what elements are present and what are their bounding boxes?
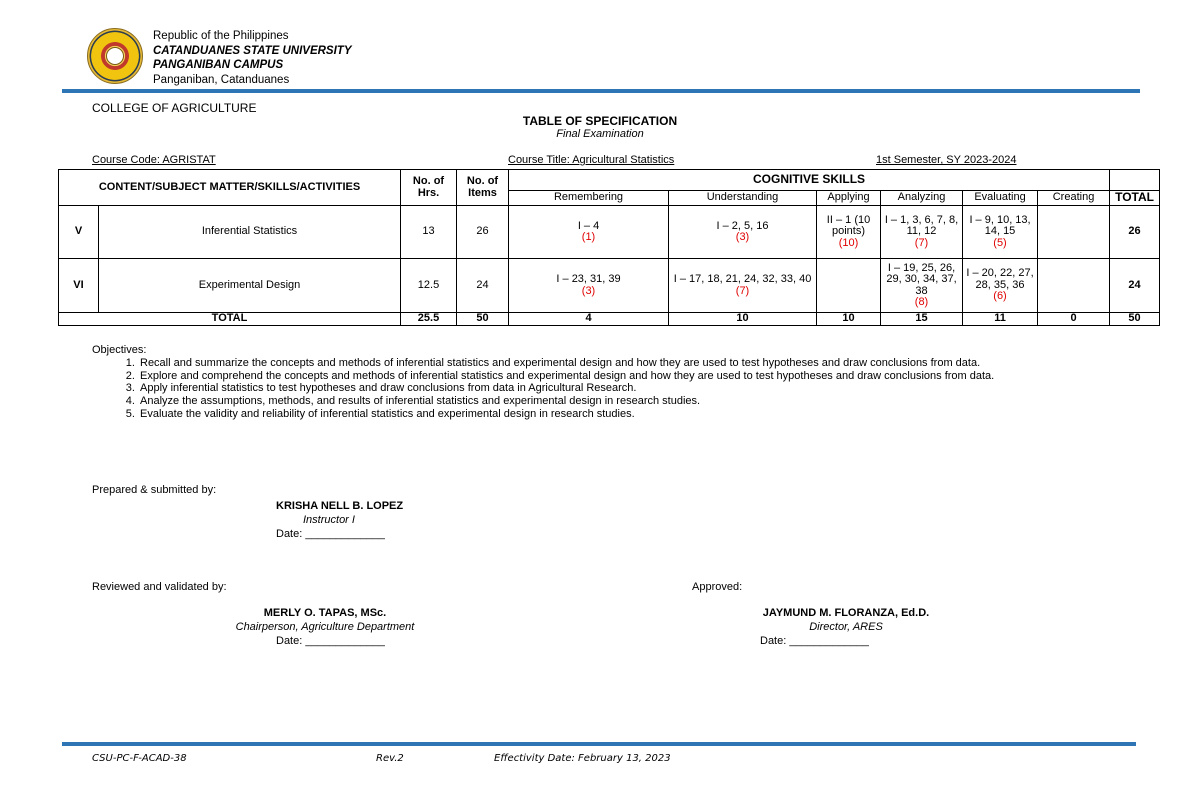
cell-evaluating xyxy=(963,206,1038,259)
item-list: I – 19, 25, 26, 29, 30, 34, 37, 38 xyxy=(886,261,957,297)
items-header: No. of Items xyxy=(457,170,509,206)
item-count: (10) xyxy=(838,236,859,249)
campus-name: PANGANIBAN CAMPUS xyxy=(153,59,284,71)
row-number: VI xyxy=(59,259,99,313)
university-name: CATANDUANES STATE UNIVERSITY xyxy=(153,44,352,57)
row-total: 26 xyxy=(1110,206,1160,259)
item-count: (7) xyxy=(914,236,929,249)
total-applying: 10 xyxy=(817,313,881,326)
objectives-list xyxy=(92,357,994,421)
approved-title: Director, ARES xyxy=(809,621,883,633)
item-list: I – 9, 10, 13, 14, 15 xyxy=(969,213,1031,238)
cell-remembering xyxy=(509,259,669,313)
total-remembering: 4 xyxy=(509,313,669,326)
semester: 1st Semester, SY 2023-2024 xyxy=(876,154,1017,166)
university-seal xyxy=(87,28,143,84)
cell-creating xyxy=(1038,259,1110,313)
total-understanding: 10 xyxy=(669,313,817,326)
prepared-title: Instructor I xyxy=(303,514,355,526)
cell-remembering xyxy=(509,206,669,259)
objective-item: 1. Recall and summarize the concepts and methods of inferential statistics and experimental design and how they are used to test hypotheses and draw conclusions from data. xyxy=(138,357,994,370)
item-count: (3) xyxy=(735,231,750,243)
effectivity-date: Effectivity Date: February 13, 2023 xyxy=(494,753,671,764)
row-hours: 13 xyxy=(401,206,457,259)
college-name: COLLEGE OF AGRICULTURE xyxy=(92,101,257,115)
content-header: CONTENT/SUBJECT MATTER/SKILLS/ACTIVITIES xyxy=(59,170,401,206)
row-topic: Inferential Statistics xyxy=(99,206,401,259)
row-hours: 12.5 xyxy=(401,259,457,313)
approved-name: JAYMUND M. FLORANZA, Ed.D. xyxy=(762,607,930,619)
table-header-row xyxy=(59,170,1160,191)
reviewed-name: MERLY O. TAPAS, MSc. xyxy=(263,607,387,619)
seal-center xyxy=(106,47,124,65)
skill-analyzing: Analyzing xyxy=(881,191,963,206)
republic-text: Republic of the Philippines xyxy=(153,30,289,42)
item-list: I – 1, 3, 6, 7, 8, 11, 12 xyxy=(884,213,959,238)
row-items: 24 xyxy=(457,259,509,313)
total-header: TOTAL xyxy=(1110,191,1160,206)
item-list: I – 20, 22, 27, 28, 35, 36 xyxy=(966,267,1034,291)
item-list: I – 23, 31, 39 xyxy=(556,273,621,285)
row-items: 26 xyxy=(457,206,509,259)
skill-understanding: Understanding xyxy=(669,191,817,206)
skill-evaluating: Evaluating xyxy=(963,191,1038,206)
cell-creating xyxy=(1038,206,1110,259)
total-analyzing: 15 xyxy=(881,313,963,326)
objectives-heading: Objectives: xyxy=(92,344,147,356)
cell-understanding xyxy=(669,259,817,313)
item-count: (8) xyxy=(914,296,929,308)
objective-item: 2. Explore and comprehend the concepts and methods of inferential statistics and experimental design and how they are used to test hypotheses and draw conclusions from data. xyxy=(138,370,994,383)
prepared-label: Prepared & submitted by: xyxy=(92,484,217,496)
form-code: CSU-PC-F-ACAD-38 xyxy=(92,753,187,764)
doc-subtitle: Final Examination xyxy=(556,128,644,140)
skill-creating: Creating xyxy=(1038,191,1110,206)
row-topic: Experimental Design xyxy=(99,259,401,313)
objective-item: 3. Apply inferential statistics to test hypotheses and draw conclusions from data in Agricultural Research. xyxy=(138,382,994,395)
footer-rule xyxy=(62,742,1136,746)
cell-analyzing xyxy=(881,206,963,259)
hours-header: No. of Hrs. xyxy=(401,170,457,206)
item-count: (7) xyxy=(735,284,750,297)
total-evaluating: 11 xyxy=(963,313,1038,326)
cell-understanding xyxy=(669,206,817,259)
row-total: 24 xyxy=(1110,259,1160,313)
table-row xyxy=(59,259,1160,313)
item-count: (1) xyxy=(581,231,596,243)
item-list: I – 4 xyxy=(577,219,600,232)
total-creating: 0 xyxy=(1038,313,1110,326)
prepared-name: KRISHA NELL B. LOPEZ xyxy=(276,500,404,512)
item-list: I – 17, 18, 21, 24, 32, 33, 40 xyxy=(673,273,812,285)
skill-remembering: Remembering xyxy=(509,191,669,206)
skill-applying: Applying xyxy=(817,191,881,206)
cell-applying xyxy=(817,259,881,313)
header-rule xyxy=(62,89,1140,93)
item-count: (6) xyxy=(993,290,1007,303)
objective-item: 4. Analyze the assumptions, methods, and results of inferential statistics and experimental design in research studies. xyxy=(138,395,994,408)
totals-row xyxy=(59,313,1160,326)
reviewed-label: Reviewed and validated by: xyxy=(92,581,227,593)
doc-title: TABLE OF SPECIFICATION xyxy=(522,114,678,128)
course-title: Course Title: Agricultural Statistics xyxy=(508,154,675,166)
approved-date: Date: _____________ xyxy=(760,635,869,647)
objective-item: 5. Evaluate the validity and reliability of inferential statistics and experimental design in research studies. xyxy=(138,408,994,421)
specification-table xyxy=(58,169,1160,326)
cell-analyzing xyxy=(881,259,963,313)
objectives-block xyxy=(92,344,994,421)
item-count: (5) xyxy=(993,236,1007,249)
total-items: 50 xyxy=(457,313,509,326)
cell-applying xyxy=(817,206,881,259)
campus-location: Panganiban, Catanduanes xyxy=(153,73,290,86)
table-row xyxy=(59,206,1160,259)
item-count: (3) xyxy=(581,284,596,297)
course-code: Course Code: AGRISTAT xyxy=(92,154,216,166)
row-number: V xyxy=(59,206,99,259)
grand-total: 50 xyxy=(1110,313,1160,326)
total-header-top xyxy=(1110,170,1160,191)
approved-label: Approved: xyxy=(692,581,743,593)
item-list: II – 1 (10 points) xyxy=(826,213,871,238)
totals-label: TOTAL xyxy=(59,313,401,326)
reviewed-title: Chairperson, Agriculture Department xyxy=(235,621,415,633)
revision: Rev.2 xyxy=(376,753,404,764)
cell-evaluating xyxy=(963,259,1038,313)
item-list: I – 2, 5, 16 xyxy=(716,219,769,232)
cognitive-skills-header: COGNITIVE SKILLS xyxy=(509,170,1110,191)
prepared-date: Date: _____________ xyxy=(276,528,385,540)
total-hours: 25.5 xyxy=(401,313,457,326)
header-block xyxy=(153,29,352,87)
reviewed-date: Date: _____________ xyxy=(276,635,385,647)
